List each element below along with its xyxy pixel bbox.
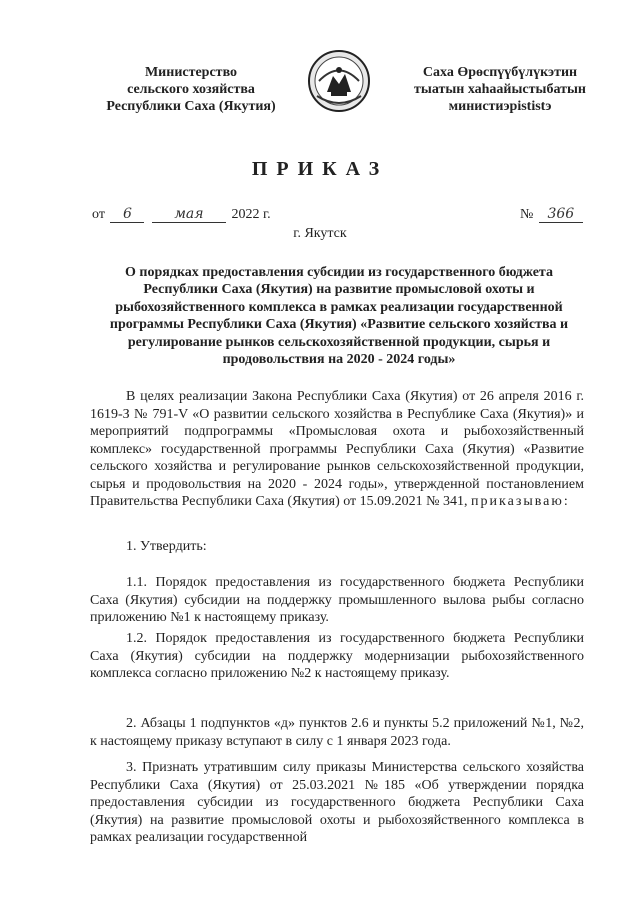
preamble-paragraph [90,388,584,511]
item-1: 1. Утвердить: [126,539,207,554]
ministry-line: тыатын хаһаайыстыбатын [414,82,586,97]
ministry-name-russian [96,64,286,115]
coat-of-arms-icon [305,48,373,114]
ministry-line: Министерство [144,65,238,80]
number-prefix: № [520,207,534,222]
date-year: 2022 г. [231,207,271,222]
date-line [92,206,271,223]
ministry-line: сельского хозяйства [127,82,255,97]
item-1-2: 1.2. Порядок предоставления из государственного бюджета Республики Саха (Якутия) субсидии на поддержку модернизации рыбохозяйственного комплекса согласно приложению №2 к настоящему приказу. [90,631,584,681]
number-value: 366 [539,206,583,223]
city: г. Якутск [293,226,347,241]
date-month: мая [152,206,226,223]
item-1-1: 1.1. Порядок предоставления из государственного бюджета Республики Саха (Якутия) субсидии на поддержку промышленного вылова рыбы согласно приложению №1 к настоящему приказу. [90,575,584,625]
ministry-line: Саха Өрөспүүбүлүкэтин [422,65,578,80]
order-word: приказываю: [471,494,570,509]
document-title: ПРИКАЗ [251,158,389,180]
date-day: 6 [110,206,144,223]
preamble-text: В целях реализации Закона Республики Саха (Якутия) от 26 апреля 2016 г. 1619-З № 791-V «О развитии сельского хозяйства в Республике Саха (Якутия)» и мероприятий подпрограммы «Промысловая охота и рыбохозяйственный комплекс» государственной программы Республики Саха (Якутия) «Развитие сельского хозяйства и регулирование рынков сельскохозяйственной продукции, сырья и продовольствия на 2020 - 2024 годы», утвержденной постановлением Правительства Республики Саха (Якутия) от 15.09.2021 № 341, [90,389,584,509]
ministry-line: Республики Саха (Якутия) [106,99,276,114]
item-2: 2. Абзацы 1 подпунктов «д» пунктов 2.6 и пункты 5.2 приложений №1, №2, к настоящему приказу вступают в силу с 1 января 2023 года. [90,716,584,749]
date-prefix: от [92,207,105,222]
ministry-line: министиэрististэ [448,99,552,114]
item-3: 3. Признать утратившим силу приказы Министерства сельского хозяйства Республики Саха (Якутия) от 25.03.2021 №185 «Об утверждении порядка предоставления субсидии из государственного бюджета Республики Саха (Якутия) на развитие промысловой охоты и рыбохозяйственного комплекса в рамках реализации государственной [90,760,584,845]
order-number [520,206,585,223]
ministry-name-yakut [400,64,600,115]
order-subject: О порядках предоставления субсидии из государственного бюджета Республики Саха (Якутия) на развитие промысловой охоты и рыбохозяйственного комплекса в рамках реализации государственной программы Республики Саха (Якутия) «Развитие сельского хозяйства и регулирование рынков сельскохозяйственной продукции, сырья и продовольствия на 2020 - 2024 годы» [109,265,569,368]
